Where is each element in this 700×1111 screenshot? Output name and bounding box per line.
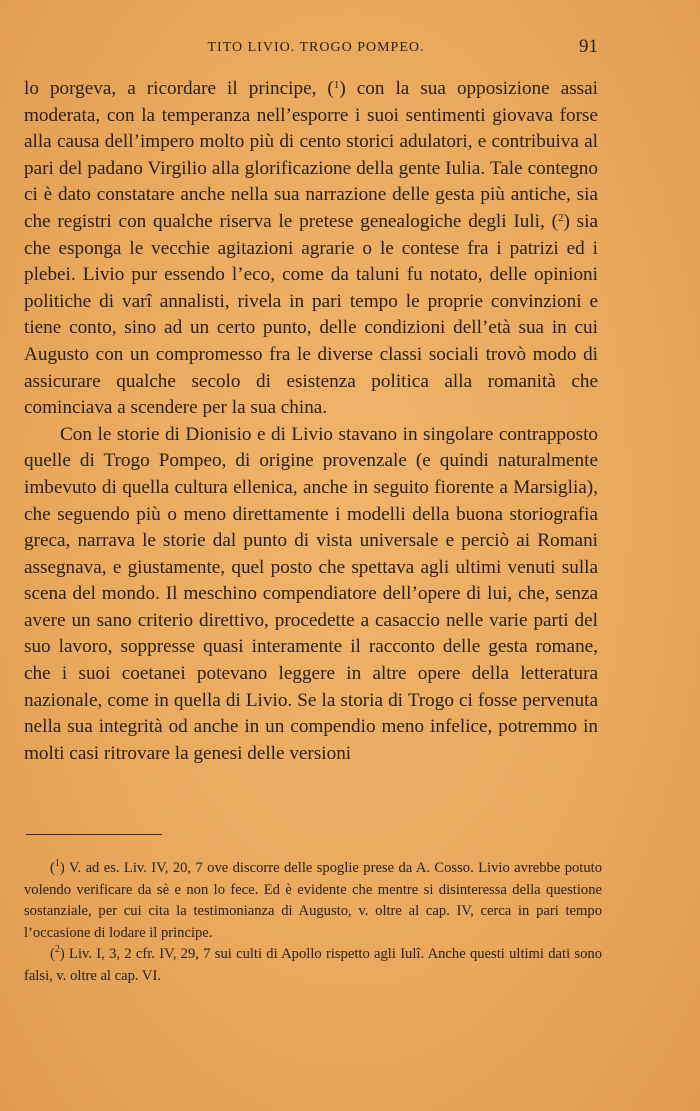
- footnote-2: ($^2$) Liv. I, 3, 2 cfr. IV, 29, 7 sui culti di Apollo rispetto agli Iulî. Anche questi ultimi dati sono falsi, v. oltre al cap. VI.: [24, 944, 602, 984]
- paragraph-1-part-a: lo porgeva, a ricordare il principe, (: [24, 78, 334, 99]
- paragraph-2: Con le storie di Dionisio e di Livio stavano in singolare contrapposto quelle di Trogo Pompeo, di origine provenzale (e quindi naturalmente imbevuto di quella cultura ellenica, anche in seguito fiorente a Marsiglia), che seguendo più o meno direttamente i modelli della buona storiografia greca, narrava le storie dal punto di vista universale e perciò ai Romani assegnava, e giustamente, quel posto che spettava agli ultimi venuti sulla scena del mondo. Il meschino compendiatore dell’opere di lui, che, senza avere un sano criterio direttivo, procedette a casaccio nelle varie parti del suo lavoro, soppresse quasi interamente il racconto delle gesta romane, che i suoi coetanei potevano leggere in altre opere della letteratura nazionale, come in quella di Livio. Se la storia di Trogo ci fosse pervenuta nella sua integrità od anche in un compendio meno infelice, potremmo in molti casi ritrovare la genesi delle versioni: [24, 423, 598, 764]
- main-text: [24, 76, 598, 767]
- page-header: [24, 38, 598, 62]
- footnote-1: ($^1$) V. ad es. Liv. IV, 20, 7 ove discorre delle spoglie prese da A. Cosso. Livio avrebbe potuto volendo verificare da sè e non lo fece. Ed è evidente che mentre si disinteressa della questione sostanziale, per cui cita la testimonianza di Augusto, v. oltre al cap. IV, cerca in pari tempo l’occasione di lodare il principe.: [24, 858, 602, 941]
- running-head: TITO LIVIO. TROGO POMPEO.: [207, 40, 425, 55]
- footnotes: [24, 858, 602, 987]
- footnote-1-marker: 1: [54, 858, 60, 869]
- paragraph-1-part-b: ) con la sua opposizione assai moderata, con la temperanza nell’esporre i suoi sentimenti giovava forse alla causa dell’impero molto più di cento storici adulatori, e contribuiva al pari del padano Virgilio alla glorificazione della gente Iulia. Tale contegno ci è dato constatare anche nella sua narrazione delle gesta più antiche, sia che registri con qualche riserva le pretese genealogiche degli Iuli, (: [24, 78, 598, 232]
- paragraph-1: [24, 76, 598, 422]
- page-number: 91: [579, 36, 598, 57]
- footnote-separator: [26, 834, 162, 835]
- footnote-ref-2: 2: [558, 211, 564, 224]
- paragraph-1-part-c: ) sia che esponga le vecchie agitazioni agrarie o le contese fra i patrizi ed i plebei. Livio pur essendo l’eco, come da taluni fu notato, delle opinioni politiche di varî annalisti, rivela in pari tempo le proprie convinzioni e tiene conto, sino ad un certo punto, delle condizioni dell’età sua in cui Augusto con un compromesso fra le diverse classi sociali trovò modo di assicurare qualche secolo di esistenza politica alla romanità che cominciava a scendere per la sua china.: [24, 210, 598, 419]
- footnote-ref-1: 1: [333, 79, 340, 91]
- footnote-1-text: V. ad es. Liv. IV, 20, 7 ove discorre delle spoglie prese da A. Cosso. Livio avrebbe potuto volendo verificare da sè e non lo fece. Ed è evidente che mentre si disinteressa della questione sostanziale, per cui cita la testimonianza di Augusto, v. oltre al cap. IV, cerca in pari tempo l’occasione di lodare il principe.: [24, 860, 602, 941]
- footnote-2-text: Liv. I, 3, 2 cfr. IV, 29, 7 sui culti di Apollo rispetto agli Iulî. Anche questi ultimi dati sono falsi, v. oltre al cap. VI.: [24, 946, 602, 984]
- footnote-2-marker: 2: [54, 944, 60, 955]
